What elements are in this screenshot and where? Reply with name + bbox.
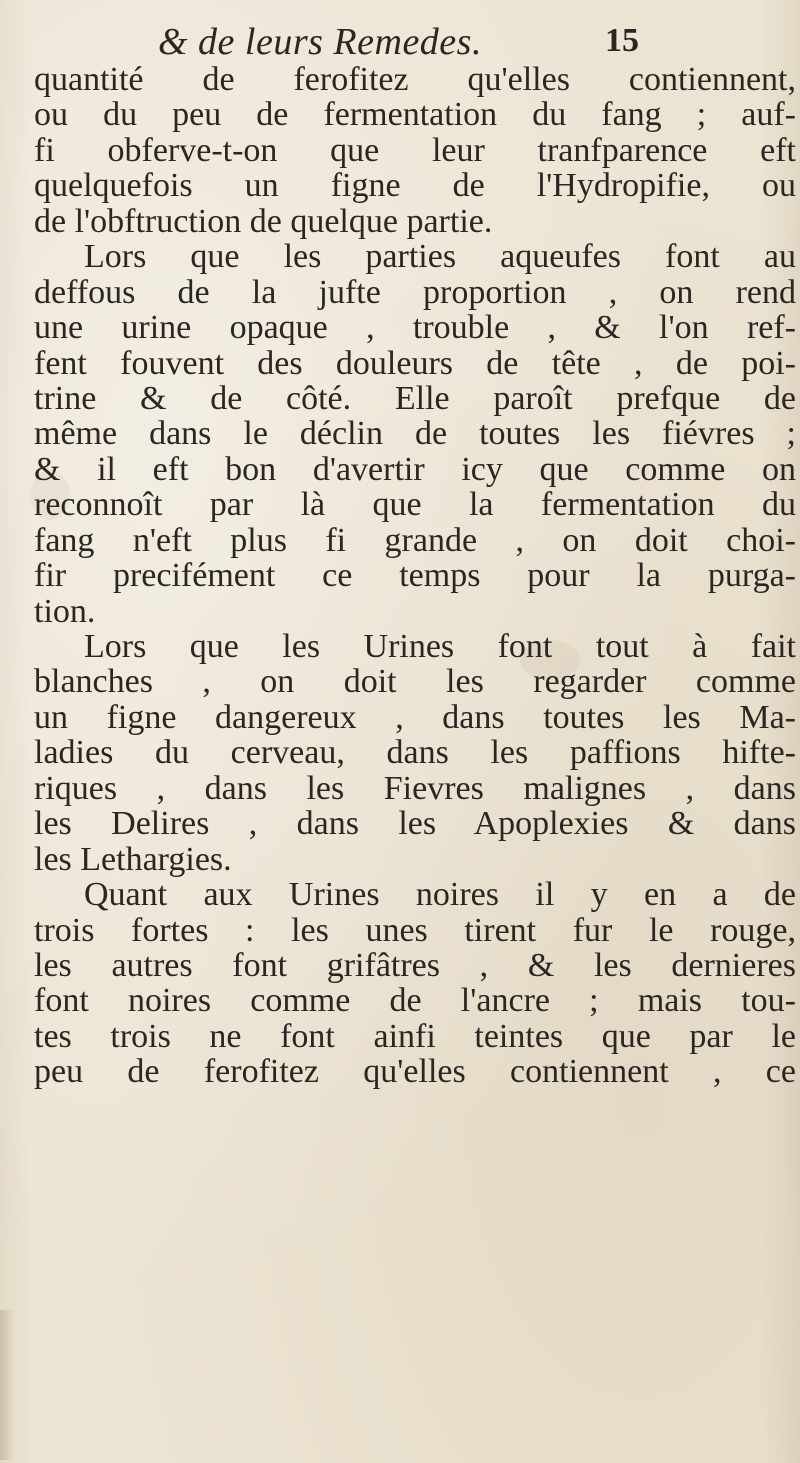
text-line: les Delires , dans les Apoplexies & dans bbox=[34, 806, 796, 842]
text-line: blanches , on doit les regarder comme bbox=[34, 664, 796, 700]
text-line: trois fortes : les unes tirent fur le rouge, bbox=[34, 912, 796, 948]
text-line: Quant aux Urines noires il y en a de bbox=[84, 877, 796, 913]
text-line: quantité de ferofitez qu'elles contiennent, bbox=[34, 62, 796, 98]
text-line: fang n'eft plus fi grande , on doit choi- bbox=[34, 522, 796, 559]
text-line: deffous de la jufte proportion , on rend bbox=[34, 274, 796, 311]
running-head bbox=[0, 14, 800, 66]
text-line: un figne dangereux , dans toutes les Ma- bbox=[34, 699, 796, 736]
text-line: Lors que les Urines font tout à fait bbox=[84, 629, 796, 665]
text-line: riques , dans les Fievres malignes , dans bbox=[34, 770, 796, 807]
text-line: même dans le déclin de toutes les fiévres ; bbox=[34, 416, 796, 452]
text-line: une urine opaque , trouble , & l'on ref- bbox=[34, 310, 796, 346]
text-line: fir precifément ce temps pour la purga- bbox=[34, 558, 796, 594]
text-line: quelquefois un figne de l'Hydropifie, ou bbox=[34, 168, 796, 204]
text-line: peu de ferofitez qu'elles contiennent , ce bbox=[34, 1054, 796, 1090]
text-line: tion. bbox=[34, 593, 96, 629]
text-line: de l'obftruction de quelque partie. bbox=[34, 203, 493, 240]
page-edge-shadow bbox=[0, 1310, 14, 1460]
text-line: les autres font grifâtres , & les dernieres bbox=[34, 947, 796, 984]
text-line: & il eft bon d'avertir icy que comme on bbox=[34, 451, 796, 488]
text-line: trine & de côté. Elle paroît prefque de bbox=[34, 380, 796, 417]
text-line: reconnoît par là que la fermentation du bbox=[34, 487, 796, 523]
text-line: font noires comme de l'ancre ; mais tou- bbox=[34, 983, 796, 1019]
page-number: 15 bbox=[605, 22, 639, 59]
text-line: fi obferve-t-on que leur tranfparence eft bbox=[34, 132, 796, 169]
text-line: ou du peu de fermentation du fang ; auf- bbox=[34, 97, 796, 133]
body-text bbox=[34, 62, 796, 1090]
text-line: ladies du cerveau, dans les paffions hifte- bbox=[34, 735, 796, 771]
text-line: fent fouvent des douleurs de tête , de poi- bbox=[34, 345, 796, 381]
text-line: Lors que les parties aqueufes font au bbox=[84, 239, 796, 275]
text-line: les Lethargies. bbox=[34, 841, 232, 878]
text-line: tes trois ne font ainfi teintes que par le bbox=[34, 1018, 796, 1055]
running-title: & de leurs Remedes. bbox=[158, 21, 482, 63]
